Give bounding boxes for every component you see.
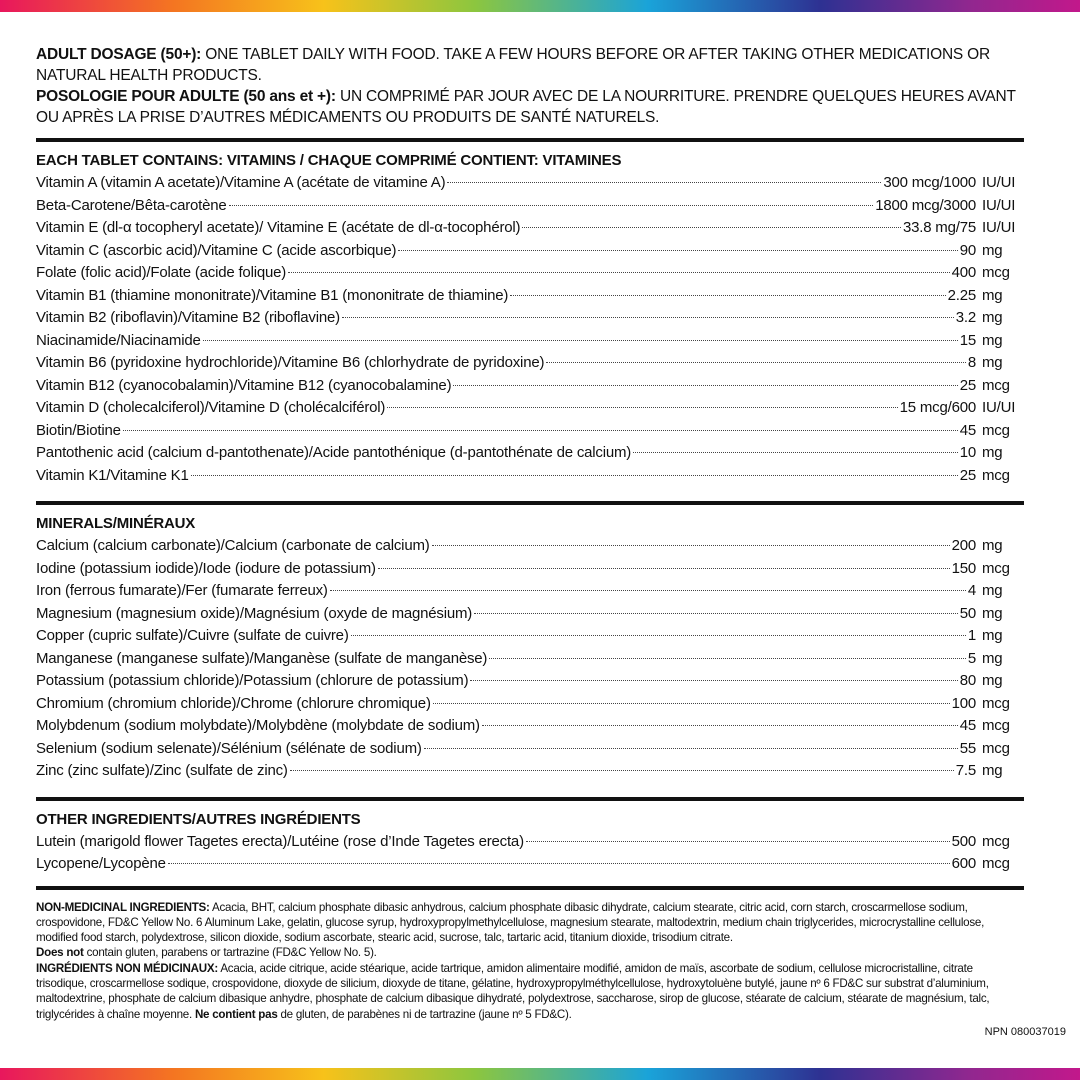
ingredient-unit: mg xyxy=(982,672,1003,689)
ingredient-amount: 600 xyxy=(951,855,976,872)
dosage-en-label: ADULT DOSAGE (50+): xyxy=(36,46,202,63)
ingredient-row xyxy=(36,262,1024,285)
dot-leader xyxy=(633,452,958,453)
dot-leader xyxy=(168,863,950,864)
ingredient-unit: mg xyxy=(982,444,1003,461)
ingredient-name: Selenium (sodium selenate)/Sélénium (sélénate de sodium) xyxy=(36,739,422,757)
dot-leader xyxy=(546,362,966,363)
ingredient-row xyxy=(36,760,1024,783)
ingredient-row xyxy=(36,285,1024,308)
ingredient-unit: mcg xyxy=(982,717,1010,734)
ingredient-unit: mg xyxy=(982,762,1003,779)
dot-leader xyxy=(351,635,966,636)
ingredient-row xyxy=(36,558,1024,581)
rainbow-top-band xyxy=(0,0,1080,12)
ingredient-row xyxy=(36,330,1024,353)
ingredient-row xyxy=(36,670,1024,693)
other-section xyxy=(36,811,1024,876)
ingredient-amount: 7.5 xyxy=(955,762,976,779)
ingredient-amount: 15 xyxy=(959,331,976,349)
ingredient-name: Calcium (calcium carbonate)/Calcium (carbonate de calcium) xyxy=(36,537,430,554)
non-medicinal-fr xyxy=(36,961,1024,1022)
dosage-en xyxy=(36,44,1024,86)
dot-leader xyxy=(522,227,901,228)
ingredient-name: Vitamin C (ascorbic acid)/Vitamine C (acide ascorbique) xyxy=(36,241,397,259)
ingredient-amount: 25 xyxy=(959,376,976,394)
ingredient-unit: IU/UI xyxy=(982,219,1016,236)
dot-leader xyxy=(510,295,945,296)
notice-fr-text: de gluten, de parabènes ni de tartrazine (jaune nº 5 FD&C). xyxy=(277,1007,572,1021)
ingredient-amount: 55 xyxy=(959,739,976,757)
other-title: OTHER INGREDIENTS/AUTRES INGRÉDIENTS xyxy=(36,810,361,828)
ingredient-row xyxy=(36,375,1024,398)
ingredient-amount: 33.8 mg/75 xyxy=(902,219,976,236)
ingredient-unit: mg xyxy=(982,537,1003,554)
ingredient-row xyxy=(36,535,1024,558)
dot-leader xyxy=(398,250,957,251)
ingredient-unit: mg xyxy=(982,649,1003,667)
ingredient-unit: mcg xyxy=(982,466,1010,484)
label-content xyxy=(36,44,1024,1022)
non-medicinal-en-label: NON-MEDICINAL INGREDIENTS: xyxy=(36,900,210,914)
ingredient-name: Vitamin B6 (pyridoxine hydrochloride)/Vitamine B6 (chlorhydrate de pyridoxine) xyxy=(36,354,545,371)
ingredient-amount: 4 xyxy=(967,582,976,599)
non-medicinal-en-notice xyxy=(36,945,1024,960)
ingredient-amount: 10 xyxy=(959,444,976,461)
ingredient-name: Magnesium (magnesium oxide)/Magnésium (oxyde de magnésium) xyxy=(36,604,473,622)
ingredient-unit: mg xyxy=(982,331,1003,349)
ingredient-unit: IU/UI xyxy=(982,196,1016,214)
npn-number: NPN 080037019 xyxy=(984,1026,1066,1038)
dot-leader xyxy=(447,182,881,183)
ingredient-row xyxy=(36,580,1024,603)
dot-leader xyxy=(470,680,957,681)
minerals-section xyxy=(36,515,1024,783)
vitamins-section xyxy=(36,152,1024,487)
minerals-title: MINERALS/MINÉRAUX xyxy=(36,515,196,532)
ingredient-name: Biotin/Biotine xyxy=(36,421,121,439)
ingredient-unit: mg xyxy=(982,354,1003,371)
ingredient-row xyxy=(36,307,1024,330)
ingredient-name: Folate (folic acid)/Folate (acide folique) xyxy=(36,264,287,281)
ingredient-unit: mg xyxy=(982,309,1003,326)
dosage-fr-label: POSOLOGIE POUR ADULTE (50 ans et +): xyxy=(36,88,336,105)
ingredient-name: Potassium (potassium chloride)/Potassium (chlorure de potassium) xyxy=(36,672,469,689)
dot-leader xyxy=(433,703,950,704)
dot-leader xyxy=(191,475,958,476)
dot-leader xyxy=(342,317,954,318)
section-divider xyxy=(36,501,1024,505)
dosage-en-text: ONE TABLET DAILY WITH FOOD. TAKE A FEW HOURS BEFORE OR AFTER TAKING OTHER MEDICATIONS OR NATURAL HEALTH PRODUCTS. xyxy=(36,46,991,84)
ingredient-amount: 45 xyxy=(959,421,976,439)
ingredient-amount: 80 xyxy=(959,672,976,689)
ingredient-row xyxy=(36,195,1024,218)
ingredient-row xyxy=(36,352,1024,375)
ingredient-name: Copper (cupric sulfate)/Cuivre (sulfate de cuivre) xyxy=(36,627,349,644)
ingredient-unit: mg xyxy=(982,582,1003,599)
ingredient-amount: 45 xyxy=(959,717,976,734)
ingredient-row xyxy=(36,420,1024,443)
ingredient-amount: 1 xyxy=(967,627,976,644)
ingredient-unit: mcg xyxy=(982,264,1010,281)
ingredient-amount: 5 xyxy=(967,649,976,667)
ingredient-amount: 2.25 xyxy=(947,286,976,304)
dot-leader xyxy=(290,770,954,771)
ingredient-unit: mcg xyxy=(982,421,1010,439)
non-medicinal-fr-text: Acacia, acide citrique, acide stéarique, acide tartrique, amidon alimentaire modifié, amidon de maïs, ascorbate de sodium, cellulose microcristalline, citrate trisodique, croscarmellose sodique, crospovidone, dioxyde de silicium, dioxyde de titane, gélatine, hydroxypropylméthylcellulose, hydroxytoluène butylé, jaune nº 6 FD&C sur substrat d’aluminium, maltodextrine, phosphate de calcium dibasique anhydre, phosphate de calcium dibasique dihydraté, polydextrose, saccharose, sirop de glucose, stéarate de calcium, stéarate de magnésium, talc, triglycérides à chaîne moyenne. xyxy=(36,961,990,1021)
ingredient-amount: 200 xyxy=(951,537,976,554)
ingredient-row xyxy=(36,442,1024,465)
ingredient-row xyxy=(36,217,1024,240)
ingredient-row xyxy=(36,831,1024,854)
non-medicinal-en xyxy=(36,900,1024,946)
ingredient-unit: IU/UI xyxy=(982,399,1016,416)
ingredient-name: Manganese (manganese sulfate)/Manganèse (sulfate de manganèse) xyxy=(36,649,488,667)
ingredient-amount: 8 xyxy=(967,354,976,371)
ingredient-amount: 400 xyxy=(951,264,976,281)
ingredient-unit: mcg xyxy=(982,694,1010,712)
ingredient-amount: 15 mcg/600 xyxy=(899,399,976,416)
ingredient-row xyxy=(36,603,1024,626)
dot-leader xyxy=(526,841,950,842)
ingredient-name: Lycopene/Lycopène xyxy=(36,855,166,872)
dosage-fr xyxy=(36,86,1024,128)
dot-leader xyxy=(387,407,897,408)
dosage-fr-text: UN COMPRIMÉ PAR JOUR AVEC DE LA NOURRITURE. PRENDRE QUELQUES HEURES AVANT OU APRÈS LA PRISE D’AUTRES MÉDICAMENTS OU PRODUITS DE SANTÉ NATURELS. xyxy=(36,88,1016,126)
ingredient-amount: 90 xyxy=(959,241,976,259)
ingredient-amount: 100 xyxy=(951,694,976,712)
ingredient-unit: mg xyxy=(982,604,1003,622)
ingredient-row xyxy=(36,172,1024,195)
ingredient-row xyxy=(36,693,1024,716)
dot-leader xyxy=(474,613,958,614)
vitamins-list xyxy=(36,172,1024,487)
dot-leader xyxy=(432,545,950,546)
dot-leader xyxy=(288,272,950,273)
ingredient-amount: 50 xyxy=(959,604,976,622)
ingredient-amount: 150 xyxy=(951,559,976,577)
ingredient-name: Niacinamide/Niacinamide xyxy=(36,331,201,349)
ingredient-unit: mg xyxy=(982,241,1003,259)
other-list xyxy=(36,831,1024,876)
ingredient-name: Beta-Carotene/Bêta-carotène xyxy=(36,196,227,214)
ingredient-name: Vitamin K1/Vitamine K1 xyxy=(36,466,189,484)
ingredient-name: Pantothenic acid (calcium d-pantothenate)/Acide pantothénique (d-pantothénate de calcium) xyxy=(36,444,632,461)
dot-leader xyxy=(453,385,957,386)
ingredient-row xyxy=(36,465,1024,488)
ingredient-name: Iron (ferrous fumarate)/Fer (fumarate ferreux) xyxy=(36,582,328,599)
ingredient-name: Molybdenum (sodium molybdate)/Molybdène (molybdate de sodium) xyxy=(36,717,480,734)
notice-en-bold: Does not xyxy=(36,946,84,960)
section-divider xyxy=(36,886,1024,890)
dot-leader xyxy=(482,725,958,726)
ingredient-unit: mcg xyxy=(982,739,1010,757)
ingredient-row xyxy=(36,715,1024,738)
ingredient-amount: 300 mcg/1000 xyxy=(883,174,976,191)
ingredient-name: Lutein (marigold flower Tagetes erecta)/Lutéine (rose d’Inde Tagetes erecta) xyxy=(36,832,524,850)
dot-leader xyxy=(330,590,966,591)
ingredient-unit: mcg xyxy=(982,559,1010,577)
ingredient-row xyxy=(36,648,1024,671)
dot-leader xyxy=(378,568,950,569)
non-medicinal-section xyxy=(36,900,1024,1022)
non-medicinal-fr-label: INGRÉDIENTS NON MÉDICINAUX: xyxy=(36,961,218,975)
ingredient-name: Vitamin E (dl-α tocopheryl acetate)/ Vitamine E (acétate de dl-α-tocophérol) xyxy=(36,219,521,236)
ingredient-unit: mcg xyxy=(982,832,1010,850)
ingredient-name: Vitamin B12 (cyanocobalamin)/Vitamine B12 (cyanocobalamine) xyxy=(36,376,452,394)
rainbow-bottom-band xyxy=(0,1068,1080,1080)
ingredient-name: Chromium (chromium chloride)/Chrome (chlorure chromique) xyxy=(36,694,431,712)
dot-leader xyxy=(123,430,958,431)
ingredient-name: Iodine (potassium iodide)/Iode (iodure de potassium) xyxy=(36,559,376,577)
ingredient-name: Vitamin D (cholecalciferol)/Vitamine D (cholécalciférol) xyxy=(36,399,386,416)
dot-leader xyxy=(229,205,874,206)
ingredient-amount: 25 xyxy=(959,466,976,484)
ingredient-row xyxy=(36,397,1024,420)
ingredient-unit: mg xyxy=(982,627,1003,644)
ingredient-row xyxy=(36,853,1024,876)
minerals-list xyxy=(36,535,1024,783)
ingredient-name: Zinc (zinc sulfate)/Zinc (sulfate de zinc) xyxy=(36,762,288,779)
notice-en-text: contain gluten, parabens or tartrazine (FD&C Yellow No. 5). xyxy=(83,946,377,960)
ingredient-row xyxy=(36,738,1024,761)
ingredient-name: Vitamin B1 (thiamine mononitrate)/Vitamine B1 (mononitrate de thiamine) xyxy=(36,286,509,304)
vitamins-title: EACH TABLET CONTAINS: VITAMINS / CHAQUE COMPRIMÉ CONTIENT: VITAMINES xyxy=(36,152,622,169)
dot-leader xyxy=(489,658,966,659)
dot-leader xyxy=(424,748,958,749)
dosage-section xyxy=(36,44,1024,128)
ingredient-row xyxy=(36,625,1024,648)
ingredient-name: Vitamin B2 (riboflavin)/Vitamine B2 (riboflavine) xyxy=(36,309,340,326)
dot-leader xyxy=(203,340,958,341)
ingredient-name: Vitamin A (vitamin A acetate)/Vitamine A (acétate de vitamine A) xyxy=(36,174,446,191)
ingredient-amount: 500 xyxy=(951,832,976,850)
ingredient-unit: mg xyxy=(982,286,1003,304)
notice-fr-bold: Ne contient pas xyxy=(194,1007,278,1021)
section-divider xyxy=(36,797,1024,801)
ingredient-unit: mcg xyxy=(982,855,1010,872)
ingredient-amount: 1800 mcg/3000 xyxy=(875,196,976,214)
section-divider xyxy=(36,138,1024,142)
ingredient-row xyxy=(36,240,1024,263)
ingredient-amount: 3.2 xyxy=(955,309,976,326)
ingredient-unit: IU/UI xyxy=(982,174,1016,191)
ingredient-unit: mcg xyxy=(982,376,1010,394)
non-medicinal-en-text: Acacia, BHT, calcium phosphate dibasic anhydrous, calcium phosphate dibasic dihydrate, calcium stearate, citric acid, corn starch, croscarmellose sodium, crospovidone, FD&C Yellow No. 6 Aluminum Lake, gelatin, glucose syrup, hydroxypropylmethylcellulose, magnesium stearate, maltodextrin, medium chain triglycerides, microcrystalline cellulose, modified food starch, polydextrose, silicon dioxide, sodium ascorbate, stearic acid, sucrose, talc, tartaric acid, titanium dioxide, trisodium citrate. xyxy=(36,900,985,945)
